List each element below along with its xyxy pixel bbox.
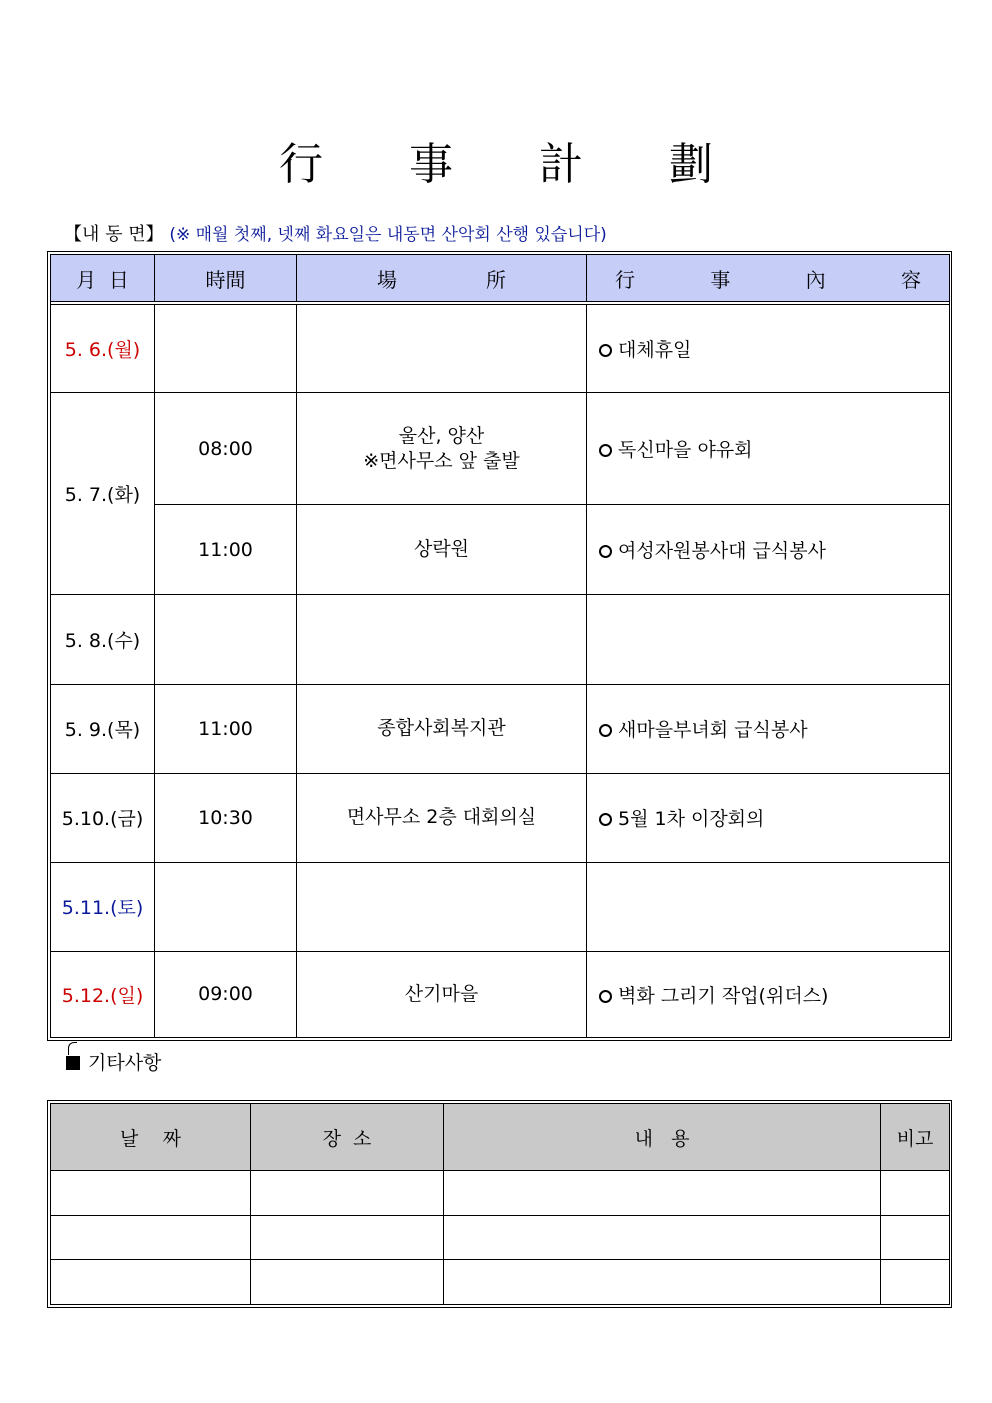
table-row — [51, 684, 950, 773]
header-event-char-4: 容 — [900, 267, 921, 292]
row-place: 종합사회복지관 — [297, 684, 587, 773]
cell — [444, 1215, 881, 1260]
table-row — [51, 773, 950, 862]
row-place: 상락원 — [297, 505, 587, 595]
circle-bullet-icon — [599, 813, 612, 826]
row-event — [587, 595, 950, 684]
event-text: 여성자원봉사대 급식봉사 — [618, 540, 826, 563]
row-date: 5. 9.(목) — [51, 684, 155, 773]
cell — [881, 1215, 950, 1260]
page-title — [0, 128, 992, 192]
cell — [51, 1171, 251, 1216]
title-char-4: 劃 — [669, 139, 713, 190]
table-row — [51, 595, 950, 684]
other-header-content-char-1: 내 — [634, 1127, 653, 1150]
row-time: 08:00 — [155, 393, 297, 505]
row-place: 산기마을 — [297, 951, 587, 1037]
header-place-char-2: 所 — [486, 267, 506, 292]
event-text: 5월 1차 이장회의 — [618, 808, 765, 831]
header-event-char-2: 事 — [710, 267, 731, 292]
table-row — [51, 1260, 950, 1305]
cell — [251, 1215, 444, 1260]
header-event-char-1: 行 — [615, 267, 635, 292]
row-time — [155, 305, 297, 393]
table-row — [51, 505, 950, 595]
other-header-place — [251, 1104, 444, 1171]
table-row — [51, 1215, 950, 1260]
header-date — [51, 255, 155, 302]
event-text: 독신마을 야유회 — [618, 439, 753, 462]
row-date: 5. 7.(화) — [51, 393, 155, 595]
cell — [444, 1171, 881, 1216]
title-char-3: 計 — [539, 139, 583, 190]
row-time: 11:00 — [155, 684, 297, 773]
row-event — [587, 773, 950, 862]
circle-bullet-icon — [599, 545, 612, 558]
row-place — [297, 862, 587, 951]
department-subheading — [64, 220, 607, 246]
row-time: 10:30 — [155, 773, 297, 862]
circle-bullet-icon — [599, 444, 612, 457]
circle-bullet-icon — [599, 724, 612, 737]
row-date: 5.12.(일) — [51, 951, 155, 1037]
row-date: 5. 8.(수) — [51, 595, 155, 684]
row-place — [297, 305, 587, 393]
event-text: 대체휴일 — [618, 339, 692, 362]
header-time: 時間 — [155, 255, 297, 302]
header-date-char-2: 日 — [108, 267, 129, 292]
cell — [51, 1260, 251, 1305]
cell — [51, 1215, 251, 1260]
other-header-place-char-2: 소 — [353, 1127, 372, 1150]
header-place-char-1: 場 — [377, 267, 397, 292]
other-header-date-char-2: 짜 — [162, 1127, 181, 1150]
other-header-content — [444, 1104, 881, 1171]
other-header-note: 비고 — [881, 1104, 950, 1171]
header-place — [297, 255, 587, 302]
place-line-1: 울산, 양산 — [398, 424, 485, 447]
header-event-char-3: 內 — [805, 267, 826, 292]
other-header-row — [51, 1104, 950, 1171]
other-header-date — [51, 1104, 251, 1171]
table-row — [51, 305, 950, 393]
row-date: 5.10.(금) — [51, 773, 155, 862]
place-line-2: ※면사무소 앞 출발 — [363, 449, 520, 472]
schedule-table — [47, 251, 952, 1041]
row-time — [155, 862, 297, 951]
row-event — [587, 393, 950, 505]
row-event — [587, 951, 950, 1037]
table-row — [51, 393, 950, 505]
corner-hook-icon — [68, 1042, 77, 1055]
row-place: 면사무소 2층 대회의실 — [297, 773, 587, 862]
title-char-1: 行 — [279, 139, 323, 190]
schedule-header-row — [51, 255, 950, 302]
department-label: 【내 동 면】 — [64, 224, 164, 245]
cell — [881, 1260, 950, 1305]
row-time: 09:00 — [155, 951, 297, 1037]
row-place — [297, 595, 587, 684]
other-items-label: 기타사항 — [88, 1052, 162, 1074]
other-items-table — [47, 1100, 952, 1308]
row-place — [297, 393, 587, 505]
title-char-2: 事 — [409, 139, 453, 190]
square-bullet-icon — [66, 1056, 80, 1070]
table-row — [51, 862, 950, 951]
row-event — [587, 684, 950, 773]
cell — [444, 1260, 881, 1305]
table-row — [51, 951, 950, 1037]
other-header-date-char-1: 날 — [120, 1127, 139, 1150]
row-time — [155, 595, 297, 684]
row-date: 5.11.(토) — [51, 862, 155, 951]
header-event — [587, 255, 950, 302]
row-date: 5. 6.(월) — [51, 305, 155, 393]
circle-bullet-icon — [599, 990, 612, 1003]
header-date-char-1: 月 — [76, 267, 97, 292]
cell — [251, 1171, 444, 1216]
row-time: 11:00 — [155, 505, 297, 595]
cell — [251, 1260, 444, 1305]
row-event — [587, 305, 950, 393]
event-text: 벽화 그리기 작업(위더스) — [618, 984, 829, 1007]
row-event — [587, 862, 950, 951]
event-text: 새마을부녀회 급식봉사 — [618, 719, 808, 742]
row-event — [587, 505, 950, 595]
table-row — [51, 1171, 950, 1216]
other-items-heading — [66, 1048, 161, 1075]
other-header-place-char-1: 장 — [322, 1127, 341, 1150]
cell — [881, 1171, 950, 1216]
department-note: (※ 매월 첫째, 넷째 화요일은 내동면 산악회 산행 있습니다) — [169, 225, 607, 245]
circle-bullet-icon — [599, 344, 612, 357]
other-header-content-char-2: 용 — [671, 1127, 690, 1150]
